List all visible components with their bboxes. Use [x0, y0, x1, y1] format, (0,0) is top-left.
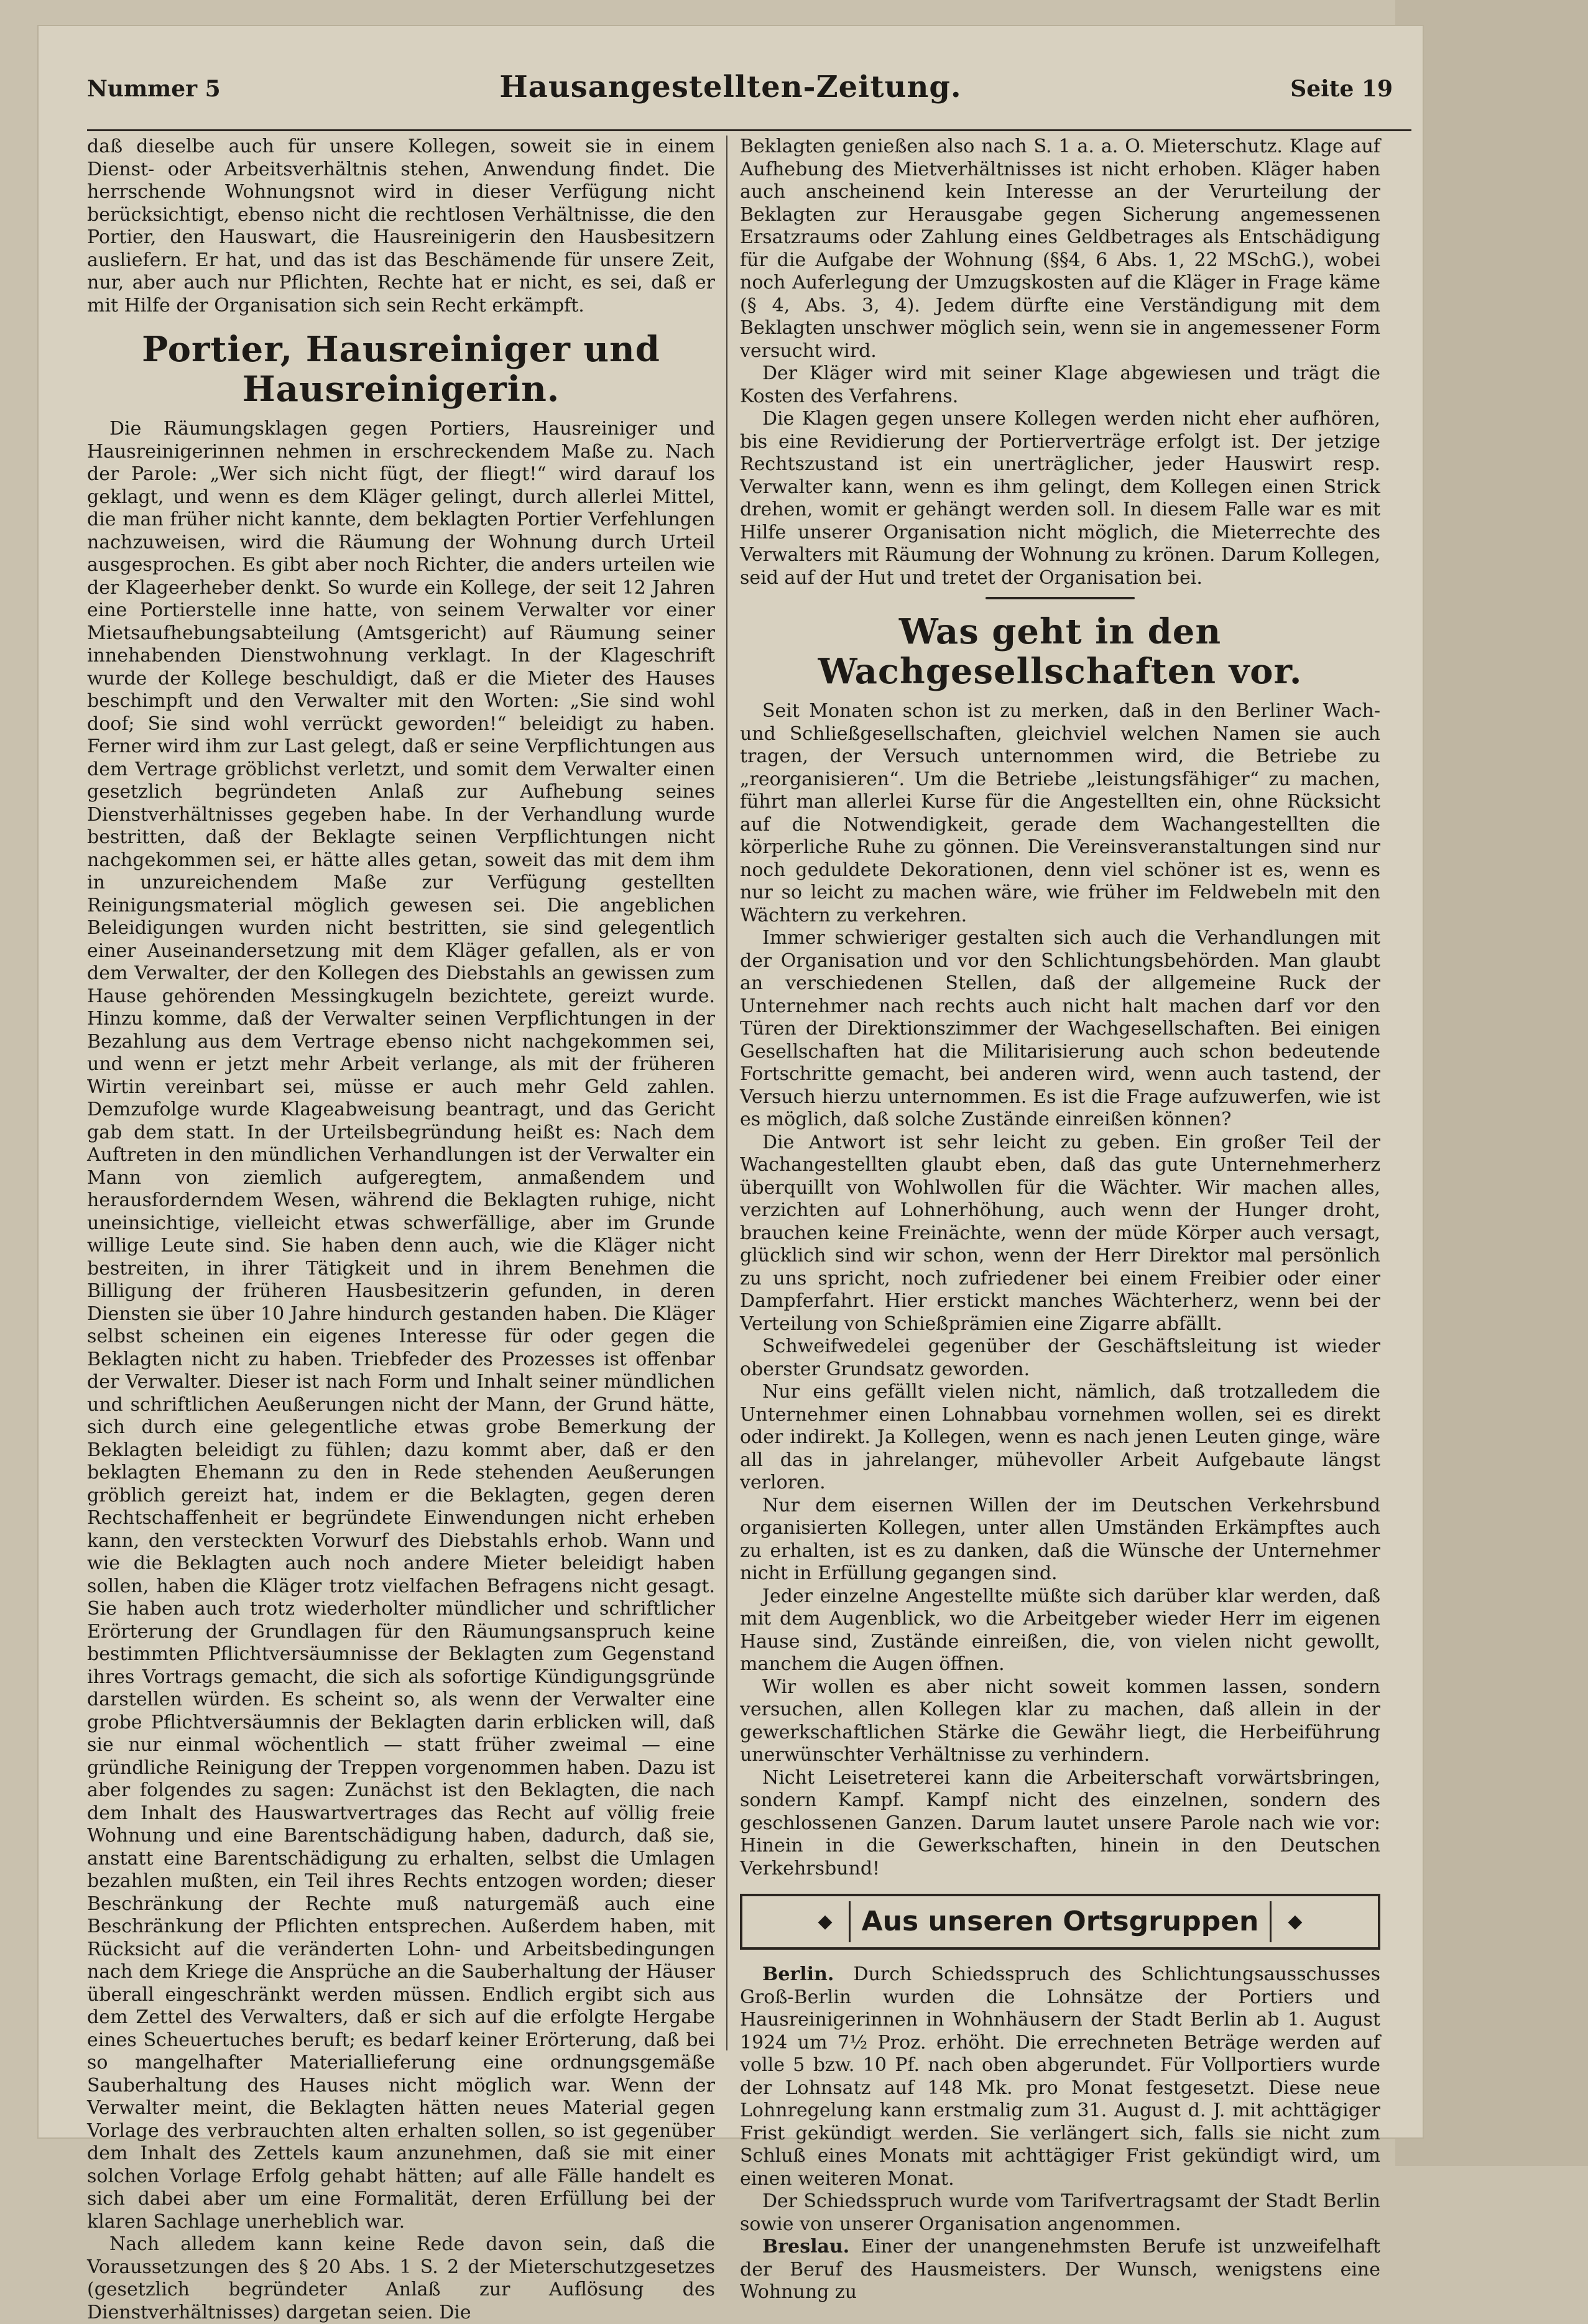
- city-label-berlin: Berlin.: [762, 1963, 834, 1985]
- article-heading-portier: Portier, Hausreiniger und Hausreinigerin.: [142, 329, 660, 410]
- article-paragraph: Nach alledem kann keine Rede davon sein, daß die Voraussetzungen des § 20 Abs. 1 S. 2 der Mieterschutzgesetzes (gesetzlich begründeter Anlaß zur Auflösung des Dienstverhältnisses) dargetan seien. Die: [87, 2233, 715, 2323]
- article-heading-wachgesellschaften: Was geht in den Wachgesellschaften vor.: [818, 611, 1303, 692]
- column-divider: [726, 136, 727, 2050]
- city-label-breslau: Breslau.: [762, 2236, 850, 2257]
- article-paragraph: Der Kläger wird mit seiner Klage abgewiesen und trägt die Kosten des Verfahrens.: [740, 362, 1380, 407]
- article-paragraph: Seit Monaten schon ist zu merken, daß in den Berliner Wach- und Schließgesellschaften, gleichviel welchen Namen sie auch tragen, der Versuch unternommen wird, die Betriebe zu „reorganisieren“. Um die Betriebe „leistungsfähiger“ zu machen, führt man allerlei Kurse für die Angestellten ein, ohne Rücksicht auf die Notwendigkeit, gerade dem Wachangestellten die körperliche Ruhe zu gönnen. Die Vereinsveranstaltungen sind nur noch geduldete Dekorationen, denn viel schöner ist es, wenn es nur so leicht zu machen wäre, wie früher im Feldwebeln mit den Wächtern zu verkehren.: [740, 700, 1380, 926]
- page-number: Seite 19: [1290, 76, 1393, 102]
- article-paragraph: Die Klagen gegen unsere Kollegen werden nicht eher aufhören, bis eine Revidierung der Portierverträge erfolgt ist. Der jetzige Rechtszustand ist ein unerträglicher, jeder Hauswirt resp. Verwalter kann, wenn es ihm gelingt, dem Kollegen einen Strick drehen, womit er gehängt werden soll. In diesem Falle war es mit Hilfe unserer Organisation nicht möglich, die Mieterrechte des Verwalters mit Räumung der Wohnung zu krönen. Darum Kollegen, seid auf der Hut und tretet der Organisation bei.: [740, 408, 1380, 589]
- page-header: [50, 56, 1411, 124]
- article-continuation: daß dieselbe auch für unsere Kollegen, soweit sie in einem Dienst- oder Arbeitsverhältnis stehen, Anwendung findet. Die herrschende Wohnungsnot wird in dieser Verfügung nicht berücksichtigt, ebenso nicht die rechtlosen Verhältnisse, die den Portier, den Hauswart, die Hausreinigerin den Hausbesitzern ausliefern. Er hat, und das ist das Beschämende für unsere Zeit, nur, aber auch nur Pflichten, Rechte hat er nicht, es sei, daß er mit Hilfe der Organisation sich sein Recht erkämpft.: [87, 136, 715, 316]
- section-box-ortsgruppen: [740, 1894, 1380, 1950]
- diamond-ornament-icon: ◆: [1288, 1910, 1303, 1932]
- local-report-breslau: [740, 2236, 1380, 2304]
- section-title-ortsgruppen: Aus unseren Ortsgruppen: [849, 1901, 1272, 1942]
- article-paragraph: Schweifwedelei gegenüber der Geschäftsleitung ist wieder oberster Grundsatz geworden.: [740, 1335, 1380, 1380]
- right-column: [740, 136, 1380, 2304]
- article-paragraph: Nicht Leisetreterei kann die Arbeiterschaft vorwärtsbringen, sondern Kampf. Kampf nicht des einzelnen, sondern des geschlossenen Ganzen. Darum lautet unsere Parole nach wie vor: Hinein in die Gewerkschaften, hinein in den Deutschen Verkehrsbund!: [740, 1766, 1380, 1879]
- newspaper-title: Hausangestellten-Zeitung.: [499, 70, 962, 104]
- scan-background-edge: [1395, 0, 1588, 2166]
- report-text: Einer der unangenehmsten Berufe ist unzweifelhaft der Beruf des Hausmeisters. Der Wunsch, wenigstens eine Wohnung zu: [740, 2236, 1380, 2303]
- article-paragraph: Beklagten genießen also nach S. 1 a. a. O. Mieterschutz. Klage auf Aufhebung des Mietverhältnisses ist nicht erhoben. Kläger haben auch anscheinend kein Interesse an der Verurteilung der Beklagten zur Herausgabe gegen Sicherung angemessenen Ersatzraums oder Zahlung eines Geldbetrages als Entschädigung für die Aufgabe der Wohnung (§§4, 6 Abs. 1, 22 MSchG.), wobei noch Auferlegung der Umzugskosten auf die Kläger in Frage käme (§ 4, Abs. 3, 4). Jedem dürfte eine Verständigung mit dem Beklagten unschwer möglich sein, wenn sie in angemessener Form versucht wird.: [740, 136, 1380, 362]
- left-column: [87, 136, 715, 2324]
- article-paragraph: Jeder einzelne Angestellte müßte sich darüber klar werden, daß mit dem Augenblick, wo die Arbeitgeber wieder Herr im eigenen Hause sind, Zustände einreißen, die, von vielen nicht gewollt, manchem die Augen öffnen.: [740, 1585, 1380, 1675]
- report-text: Durch Schiedsspruch des Schlichtungsausschusses Groß-Berlin wurden die Lohnsätze der Portiers und Hausreinigerinnen in Wohnhäusern der Stadt Berlin ab 1. August 1924 um 7½ Proz. erhöht. Die errechneten Beträge werden auf volle 5 bzw. 10 Pf. nach oben abgerundet. Für Vollportiers wurde der Lohnsatz auf 148 Mk. pro Monat festgesetzt. Diese neue Lohnregelung kann erstmalig zum 31. August d. J. mit achttägiger Frist gekündigt werden. Sie verlängert sich, falls sie nicht zum Schluß eines Monats mit achttägiger Frist gekündigt wird, um einen weiteren Monat.: [740, 1963, 1380, 2190]
- article-paragraph: Die Antwort ist sehr leicht zu geben. Ein großer Teil der Wachangestellten glaubt eben, daß das gute Unternehmerherz überquillt von Wohlwollen für die Wächter. Wir machen alles, verzichten auf Lohnerhöhung, auch wenn der Hunger droht, brauchen keine Freinächte, wenn der müde Körper auch versagt, glücklich sind wir schon, wenn der Herr Direktor mal persönlich zu uns spricht, noch zufriedener bei einem Freibier oder einer Dampferfahrt. Hier erstickt manches Wächterherz, wenn bei der Verteilung von Schießprämien eine Zigarre abfällt.: [740, 1131, 1380, 1335]
- article-paragraph: Wir wollen es aber nicht soweit kommen lassen, sondern versuchen, allen Kollegen klar zu machen, daß allein in der gewerkschaftlichen Stärke die Gewähr liegt, die Herbeiführung unerwünschter Verhältnisse zu verhindern.: [740, 1676, 1380, 1766]
- article-paragraph: Die Räumungsklagen gegen Portiers, Hausreiniger und Hausreinigerinnen nehmen in erschreckendem Maße zu. Nach der Parole: „Wer sich nicht fügt, der fliegt!“ wird darauf los geklagt, und wenn es dem Kläger gelingt, durch allerlei Mittel, die man früher nicht kannte, dem beklagten Portier Verfehlungen nachzuweisen, wird die Räumung der Wohnung durch Urteil ausgesprochen. Es gibt aber noch Richter, die anders urteilen wie der Klageerheber denkt. So wurde ein Kollege, der seit 12 Jahren eine Portierstelle inne hatte, von seinem Verwalter vor einer Mietsaufhebungsabteilung (Amtsgericht) auf Räumung seiner innehabenden Dienstwohnung verklagt. In der Klageschrift wurde der Kollege beschuldigt, daß er die Mieter des Hauses beschimpft und den Verwalter mit den Worten: „Sie sind wohl doof; Sie sind wohl verrückt geworden!“ beleidigt zu haben. Ferner wird ihm zur Last gelegt, daß er seine Verpflichtungen aus dem Vertrage gröblichst verletzt, und somit dem Verwalter einen gesetzlich begründeten Anlaß zur Aufhebung seines Dienstverhältnisses gegeben habe. In der Verhandlung wurde bestritten, daß der Beklagte seinen Verpflichtungen nicht nachgekommen sei, er hätte alles getan, soweit das mit dem ihm in unzureichendem Maße zur Verfügung gestellten Reinigungsmaterial möglich gewesen sei. Die angeblichen Beleidigungen wurden nicht bestritten, sie sind gelegentlich einer Auseinandersetzung mit dem Kläger gefallen, als er von dem Verwalter, der den Kollegen des Diebstahls an gewissen zum Hause gehörenden Messingkugeln bezichtete, gereizt wurde. Hinzu komme, daß der Verwalter seinen Verpflichtungen in der Bezahlung aus dem Vertrage ebenso nicht nachgekommen sei, und wenn er jetzt mehr Arbeit verlange, als mit der früheren Wirtin vereinbart sei, müsse er auch mehr Geld zahlen. Demzufolge wurde Klageabweisung beantragt, und das Gericht gab dem statt. In der Urteilsbegründung heißt es: Nach dem Auftreten in den mündlichen Verhandlungen ist der Verwalter ein Mann von ziemlich aufgeregtem, anmaßendem und herausforderndem Wesen, während die Beklagten ruhige, nicht uneinsichtige, vielleicht etwas schwerfällige, aber im Grunde willige Leute sind. Sie haben denn auch, wie die Kläger nicht bestreiten, in ihrer Tätigkeit und in ihrem Benehmen die Billigung der früheren Hausbesitzerin gefunden, in deren Diensten sie über 10 Jahre hindurch gestanden haben. Die Kläger selbst scheinen ein eigenes Interesse für oder gegen die Beklagten nicht zu haben. Triebfeder des Prozesses ist offenbar der Verwalter. Dieser ist nach Form und Inhalt seiner mündlichen und schriftlichen Aeußerungen nicht der Mann, der Grund hätte, sich durch eine gelegentliche etwas grobe Bemerkung der Beklagten beleidigt zu fühlen; dazu kommt aber, daß er den beklagten Ehemann zu den in Rede stehenden Aeußerungen gröblich gereizt hat, indem er die Beklagten, gegen deren Rechtschaffenheit er begründete Einwendungen nicht erheben kann, den versteckten Vorwurf des Diebstahls erhob. Wann und wie die Beklagten auch noch andere Mieter beleidigt haben sollen, haben die Kläger trotz vielfachen Befragens nicht gesagt. Sie haben auch trotz wiederholter mündlicher und schriftlicher Erörterung der Grundlagen für den Räumungsanspruch keine bestimmten Pflichtversäumnisse der Beklagten zum Gegenstand ihres Vortrags gemacht, die sich als sofortige Kündigungsgründe darstellen würden. Es scheint so, als wenn der Verwalter eine grobe Pflichtversäumnis der Beklagten darin erblicken will, daß sie nur einmal wöchentlich — statt früher zweimal — eine gründliche Reinigung der Treppen vorgenommen haben. Dazu ist aber folgendes zu sagen: Zunächst ist den Beklagten, die nach dem Inhalt des Hauswartvertrages das Recht auf völlig freie Wohnung und eine Barentschädigung haben, dadurch, daß sie, anstatt eine Barentschädigung zu erhalten, selbst die Umlagen bezahlen mußten, ein Teil ihres Rechts entzogen worden; dieser Beschränkung der Rechte muß naturgemäß auch eine Beschränkung der Pflichten entsprechen. Außerdem haben, mit Rücksicht auf die veränderten Lohn- und Arbeitsbedingungen nach dem Kriege die Ansprüche an die Sauberhaltung der Häuser überall eingeschränkt werden müssen. Endlich ergibt sich aus dem Zettel des Verwalters, daß er sich auf die erfolgte Hergabe eines Scheuertuches beruft; es bedarf keiner Erörterung, daß bei so mangelhafter Materiallieferung eine ordnungsgemäße Sauberhaltung des Hauses nicht möglich war. Wenn der Verwalter meint, die Beklagten hätten neues Material gegen Vorlage des verbrauchten alten erhalten sollen, so ist gegenüber dem Inhalt des Zettels kaum anzunehmen, daß sie mit einer solchen Vorlage Erfolg gehabt hätten; auf alle Fälle handelt es sich dabei aber um eine Formalität, deren Erfüllung bei der klaren Sachlage unerheblich war.: [87, 418, 715, 2233]
- issue-number: Nummer 5: [87, 76, 221, 102]
- article-paragraph: Nur dem eisernen Willen der im Deutschen Verkehrsbund organisierten Kollegen, unter allen Umständen Erkämpftes auch zu erhalten, ist es zu danken, daß die Wünsche der Unternehmer nicht in Erfüllung gegangen sind.: [740, 1494, 1380, 1584]
- local-report-berlin: [740, 1963, 1380, 2190]
- article-paragraph: Immer schwieriger gestalten sich auch die Verhandlungen mit der Organisation und vor den Schlichtungsbehörden. Man glaubt an verschiedenen Stellen, daß der allgemeine Ruck der Unternehmer nach rechts auch nicht halt machen darf vor den Türen der Direktionszimmer der Wachgesellschaften. Bei einigen Gesellschaften hat die Militarisierung auch schon bedeutende Fortschritte gemacht, bei anderen wird, wenn auch tastend, der Versuch hierzu unternommen. Es ist die Frage aufzuwerfen, wie ist es möglich, daß solche Zustände einreißen können?: [740, 927, 1380, 1130]
- article-paragraph: Der Schiedsspruch wurde vom Tarifvertragsamt der Stadt Berlin sowie von unserer Organisation angenommen.: [740, 2190, 1380, 2235]
- diamond-ornament-icon: ◆: [818, 1910, 833, 1932]
- header-rule: [87, 129, 1411, 131]
- article-paragraph: Nur eins gefällt vielen nicht, nämlich, daß trotzalledem die Unternehmer einen Lohnabbau vornehmen wollen, sei es direkt oder indirekt. Ja Kollegen, wenn es nach jenen Leuten ginge, wäre all das in jahrelanger, mühevoller Arbeit Aufgebaute längst verloren.: [740, 1381, 1380, 1493]
- section-separator: [986, 597, 1135, 599]
